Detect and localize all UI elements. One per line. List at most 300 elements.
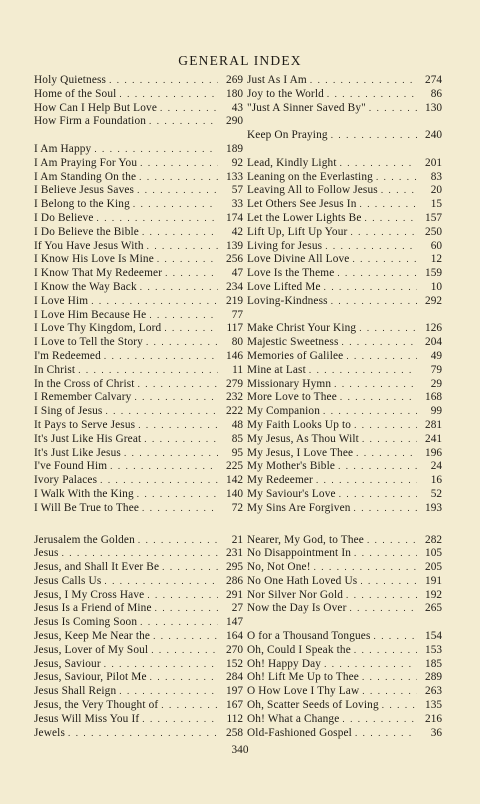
hymn-title: O for a Thousand Tongues [247,630,371,643]
index-entry [247,102,442,116]
dot-leader [331,295,417,309]
hymn-number: 12 [430,253,442,266]
hymn-number: 47 [231,267,243,280]
hymn-number: 147 [226,616,243,629]
index-entry [247,391,442,405]
hymn-title: Jerusalem the Golden [34,533,135,546]
hymn-number: 80 [231,336,243,349]
hymn-title: Oh, Scatter Seeds of Loving [247,699,379,712]
dot-leader [162,561,218,575]
dot-leader [146,336,218,350]
index-entry [247,322,442,336]
dot-leader [124,447,218,461]
hymn-number: 286 [226,574,243,587]
hymn-title: I'm Redeemed [34,349,101,362]
dot-leader [365,212,417,226]
hymn-title: Jesus [34,547,59,560]
hymn-title: Jesus, Saviour, Pilot Me [34,671,147,684]
index-entry [34,281,243,295]
hymn-title: My Jesus, I Love Thee [247,446,354,459]
index-entry [247,184,442,198]
hymn-number: 83 [430,170,442,183]
hymn-number: 185 [425,657,442,670]
hymn-number: 146 [226,349,243,362]
hymn-number: 49 [430,349,442,362]
hymn-number: 295 [226,561,243,574]
dot-leader [360,198,418,212]
dot-leader [97,212,218,226]
hymn-number: 240 [425,129,442,142]
hymn-number: 105 [425,547,442,560]
index-entry [247,74,442,88]
hymn-title: "Just A Sinner Saved By" [247,101,366,114]
dot-leader [323,405,417,419]
hymn-title: Leaning on the Everlasting [247,170,373,183]
index-entry [34,74,243,88]
index-entry [34,143,243,157]
dot-leader [376,171,417,185]
dot-leader [91,295,218,309]
dot-leader [137,184,218,198]
index-entry [34,309,243,323]
hymn-number: 43 [231,101,243,114]
hymn-number: 154 [425,630,442,643]
index-entry [247,281,442,295]
index-column-right [247,74,442,740]
index-entry [34,575,243,589]
hymn-number: 234 [226,280,243,293]
index-entry [247,589,442,603]
hymn-title: Ivory Palaces [34,474,98,487]
dot-leader [327,88,417,102]
hymn-title: I Do Believe the Bible [34,225,139,238]
dot-leader [355,727,417,741]
dot-leader [349,602,417,616]
hymn-title: My Redeemer [247,474,313,487]
dot-leader [161,699,218,713]
dot-leader [334,378,417,392]
index-entry [247,295,442,309]
dot-leader [62,547,218,561]
dot-leader [346,589,417,603]
index-entry [247,405,442,419]
hymn-title: Mine at Last [247,363,306,376]
hymn-number: 263 [425,685,442,698]
hymn-number: 219 [226,294,243,307]
hymn-number: 216 [425,712,442,725]
dot-leader [359,322,417,336]
dot-leader [151,644,218,658]
hymn-number: 274 [425,74,442,86]
hymn-number: 99 [430,405,442,418]
hymn-title: Joy to the World [247,87,324,100]
index-entry [34,699,243,713]
hymn-title: I Belong to the King [34,198,130,211]
index-entry [247,644,442,658]
hymn-title: Lift Up, Lift Up Your [247,225,348,238]
index-entry [247,561,442,575]
index-entry [247,378,442,392]
dot-leader [314,561,417,575]
hymn-number: 291 [226,588,243,601]
index-entry [247,336,442,350]
dot-leader [352,253,417,267]
dot-leader [339,488,417,502]
dot-leader [164,322,218,336]
hymn-title: My Companion [247,405,321,418]
hymn-number: 289 [425,671,442,684]
dot-leader [354,419,417,433]
dot-leader [362,685,417,699]
hymn-number: 79 [430,363,442,376]
index-entry [34,447,243,461]
hymn-title: I Will Be True to Thee [34,501,140,514]
dot-leader [119,685,218,699]
hymn-title: In the Cross of Christ [34,377,135,390]
index-entry [34,502,243,516]
dot-leader [316,474,417,488]
hymn-title: Nor Silver Nor Gold [247,588,344,601]
index-entry [247,575,442,589]
dot-leader [147,589,218,603]
hymn-number: 16 [430,474,442,487]
hymn-number: 130 [425,101,442,114]
index-entry [34,474,243,488]
hymn-number: 133 [226,170,243,183]
index-entry [247,699,442,713]
dot-leader [142,713,218,727]
dot-leader [160,102,218,116]
dot-leader [360,575,417,589]
dot-leader [138,378,218,392]
index-entry [34,671,243,685]
page-number: 340 [231,744,249,756]
index-entry [34,419,243,433]
hymn-number: 270 [226,643,243,656]
hymn-number: 139 [226,239,243,252]
hymn-number: 126 [425,322,442,335]
dot-leader [350,226,417,240]
hymn-number: 95 [231,446,243,459]
hymn-title: My Saviour's Love [247,487,336,500]
hymn-title: I Believe Jesus Saves [34,184,135,197]
hymn-title: I Know His Love Is Mine [34,253,154,266]
hymn-title: I Am Standing On the [34,170,137,183]
hymn-number: 142 [226,474,243,487]
hymn-number: 29 [430,377,442,390]
dot-leader [331,129,417,143]
dot-leader [133,198,218,212]
index-entry [34,378,243,392]
hymn-number: 140 [226,487,243,500]
dot-leader [346,350,417,364]
index-entry [247,658,442,672]
index-entry [34,460,243,474]
dot-leader [356,447,417,461]
index-entry [34,589,243,603]
dot-leader [134,391,218,405]
hymn-title: More Love to Thee [247,391,337,404]
dot-leader [354,644,417,658]
index-entry [247,267,442,281]
index-entry [34,616,243,630]
index-entry [247,364,442,378]
dot-leader [142,226,218,240]
index-entry [34,713,243,727]
hymn-number: 205 [425,561,442,574]
dot-leader [119,88,218,102]
hymn-number: 189 [226,142,243,155]
dot-leader [94,143,218,157]
index-entry [247,630,442,644]
hymn-title: Leaving All to Follow Jesus [247,184,378,197]
hymn-title: Loving-Kindness [247,294,328,307]
dot-leader [340,391,417,405]
hymn-title: I've Found Him [34,460,108,473]
dot-leader [165,267,218,281]
index-entry [247,460,442,474]
index-entry [247,671,442,685]
index-entry [34,727,243,741]
hymn-title: I Walk With the King [34,487,134,500]
index-entry [247,226,442,240]
hymn-title: Oh! Happy Day [247,657,322,670]
dot-leader [149,309,218,323]
hymn-number: 153 [425,643,442,656]
dot-leader [367,534,417,548]
hymn-number: 33 [231,198,243,211]
hymn-title: Lead, Kindly Light [247,156,337,169]
dot-leader [338,460,417,474]
hymn-number: 282 [425,533,442,546]
hymn-title: It Pays to Serve Jesus [34,418,136,431]
hymn-title: Now the Day Is Over [247,602,347,615]
index-entry [247,547,442,561]
hymn-number: 112 [226,712,243,725]
hymn-title: Home of the Soul [34,87,117,100]
hymn-number: 167 [226,699,243,712]
hymn-title: Love Lifted Me [247,280,321,293]
hymn-number: 201 [425,156,442,169]
index-entry [34,547,243,561]
index-entry [34,630,243,644]
hymn-number: 60 [430,239,442,252]
hymn-number: 290 [226,115,243,128]
dot-leader [362,433,417,447]
hymn-title: No Disappointment In [247,547,352,560]
hymn-title: Jesus, I My Cross Have [34,588,145,601]
dot-leader [144,433,218,447]
hymn-title: I Love Thy Kingdom, Lord [34,322,162,335]
index-entry [247,419,442,433]
dot-leader [325,240,417,254]
index-entry [34,433,243,447]
hymn-number: 57 [231,184,243,197]
hymn-number: 85 [231,432,243,445]
index-entry [34,350,243,364]
index-entry [247,433,442,447]
hymn-number: 192 [425,588,442,601]
hymn-number: 27 [231,602,243,615]
index-entry [34,198,243,212]
hymn-title: I Sing of Jesus [34,405,103,418]
hymn-title: In Christ [34,363,76,376]
dot-leader [100,474,218,488]
dot-leader [140,157,218,171]
hymn-number: 265 [425,602,442,615]
hymn-number: 174 [226,211,243,224]
index-entry [34,115,243,129]
dot-leader [110,460,218,474]
hymn-number: 193 [425,501,442,514]
hymn-number: 21 [231,533,243,546]
dot-leader [109,74,218,88]
hymn-number: 24 [430,460,442,473]
hymn-title: Oh! Lift Me Up to Thee [247,671,359,684]
hymn-number: 197 [226,685,243,698]
index-column-left [34,74,243,740]
index-entry [34,685,243,699]
hymn-number: 256 [226,253,243,266]
hymn-title: I Love to Tell the Story [34,336,143,349]
dot-leader [155,602,218,616]
hymn-title: It's Just Like Jesus [34,446,121,459]
dot-leader [138,419,218,433]
dot-leader [157,253,218,267]
dot-leader [382,699,417,713]
index-entry [34,157,243,171]
hymn-number: 42 [231,225,243,238]
index-entry [247,157,442,171]
hymn-number: 279 [226,377,243,390]
hymn-title: Majestic Sweetness [247,336,339,349]
hymn-number: 72 [231,501,243,514]
index-entry [34,102,243,116]
dot-leader [342,336,418,350]
hymn-title: Nearer, My God, to Thee [247,533,364,546]
index-entry [34,295,243,309]
dot-leader [324,658,417,672]
hymn-title: Love Is the Theme [247,267,335,280]
hymn-title: I Am Happy [34,142,92,155]
index-entry [247,447,442,461]
index-entry [34,391,243,405]
hymn-number: 191 [425,574,442,587]
hymn-title: Memories of Galilee [247,349,344,362]
hymn-number: 152 [226,657,243,670]
hymn-title: Jesus, Saviour [34,657,101,670]
index-entry [247,602,442,616]
dot-leader [337,267,417,281]
hymn-number: 92 [231,156,243,169]
hymn-number: 258 [226,726,243,739]
hymn-number: 117 [226,322,243,335]
index-entry [34,561,243,575]
index-entry [34,322,243,336]
index-entry [34,267,243,281]
index-entry [34,534,243,548]
hymn-number: 231 [226,547,243,560]
hymn-number: 15 [430,198,442,211]
index-entry [247,198,442,212]
dot-leader [324,281,417,295]
index-entry [34,212,243,226]
dot-leader [342,713,417,727]
hymn-title: Jesus Will Miss You If [34,712,140,725]
hymn-title: Jesus, Keep Me Near the [34,630,151,643]
hymn-number: 232 [226,391,243,404]
dot-leader [78,364,218,378]
hymn-number: 180 [226,87,243,100]
hymn-number: 225 [226,460,243,473]
hymn-title: Jesus, Lover of My Soul [34,643,149,656]
index-entry [247,727,442,741]
hymn-number: 269 [226,74,243,86]
hymn-number: 281 [425,418,442,431]
hymn-title: I Know the Way Back [34,280,137,293]
index-entry [34,405,243,419]
dot-leader [104,350,218,364]
hymn-title: My Mother's Bible [247,460,336,473]
hymn-number: 48 [231,418,243,431]
hymn-title: How Can I Help But Love [34,101,157,114]
hymn-title: It's Just Like His Great [34,432,142,445]
dot-leader [140,616,218,630]
dot-leader [104,658,218,672]
hymn-title: No, Not One! [247,561,311,574]
index-entry [34,253,243,267]
dot-leader [362,671,417,685]
index-entry [34,364,243,378]
index-entry [247,474,442,488]
hymn-number: 52 [430,487,442,500]
dot-leader [142,502,218,516]
hymn-number: 222 [226,405,243,418]
hymn-number: 20 [430,184,442,197]
hymn-number: 168 [425,391,442,404]
dot-leader [309,364,417,378]
hymn-number: 196 [425,446,442,459]
index-entry [247,502,442,516]
hymn-number: 36 [430,726,442,739]
hymn-title: O How Love I Thy Law [247,685,360,698]
index-entry [247,88,442,102]
hymn-title: Living for Jesus [247,239,323,252]
index-entry [247,685,442,699]
hymn-number: 292 [425,294,442,307]
dot-leader [354,547,417,561]
hymn-number: 159 [425,267,442,280]
hymn-title: Jesus, the Very Thought of [34,699,159,712]
hymn-title: If You Have Jesus With [34,239,144,252]
index-entry [34,658,243,672]
hymn-title: I Love Him Because He [34,308,147,321]
page-title: GENERAL INDEX [178,53,302,68]
hymn-title: My Faith Looks Up to [247,418,352,431]
hymn-title: I Remember Calvary [34,391,132,404]
index-entry [247,253,442,267]
hymn-number: 284 [226,671,243,684]
hymn-title: No One Hath Loved Us [247,574,358,587]
hymn-title: I Am Praying For You [34,156,138,169]
dot-leader [354,502,417,516]
hymn-title: How Firm a Foundation [34,115,147,128]
hymn-title: Jesus Is a Friend of Mine [34,602,152,615]
hymn-title: My Jesus, As Thou Wilt [247,432,359,445]
hymn-number: 86 [430,87,442,100]
hymn-title: My Sins Are Forgiven [247,501,351,514]
hymn-title: Jewels [34,726,66,739]
